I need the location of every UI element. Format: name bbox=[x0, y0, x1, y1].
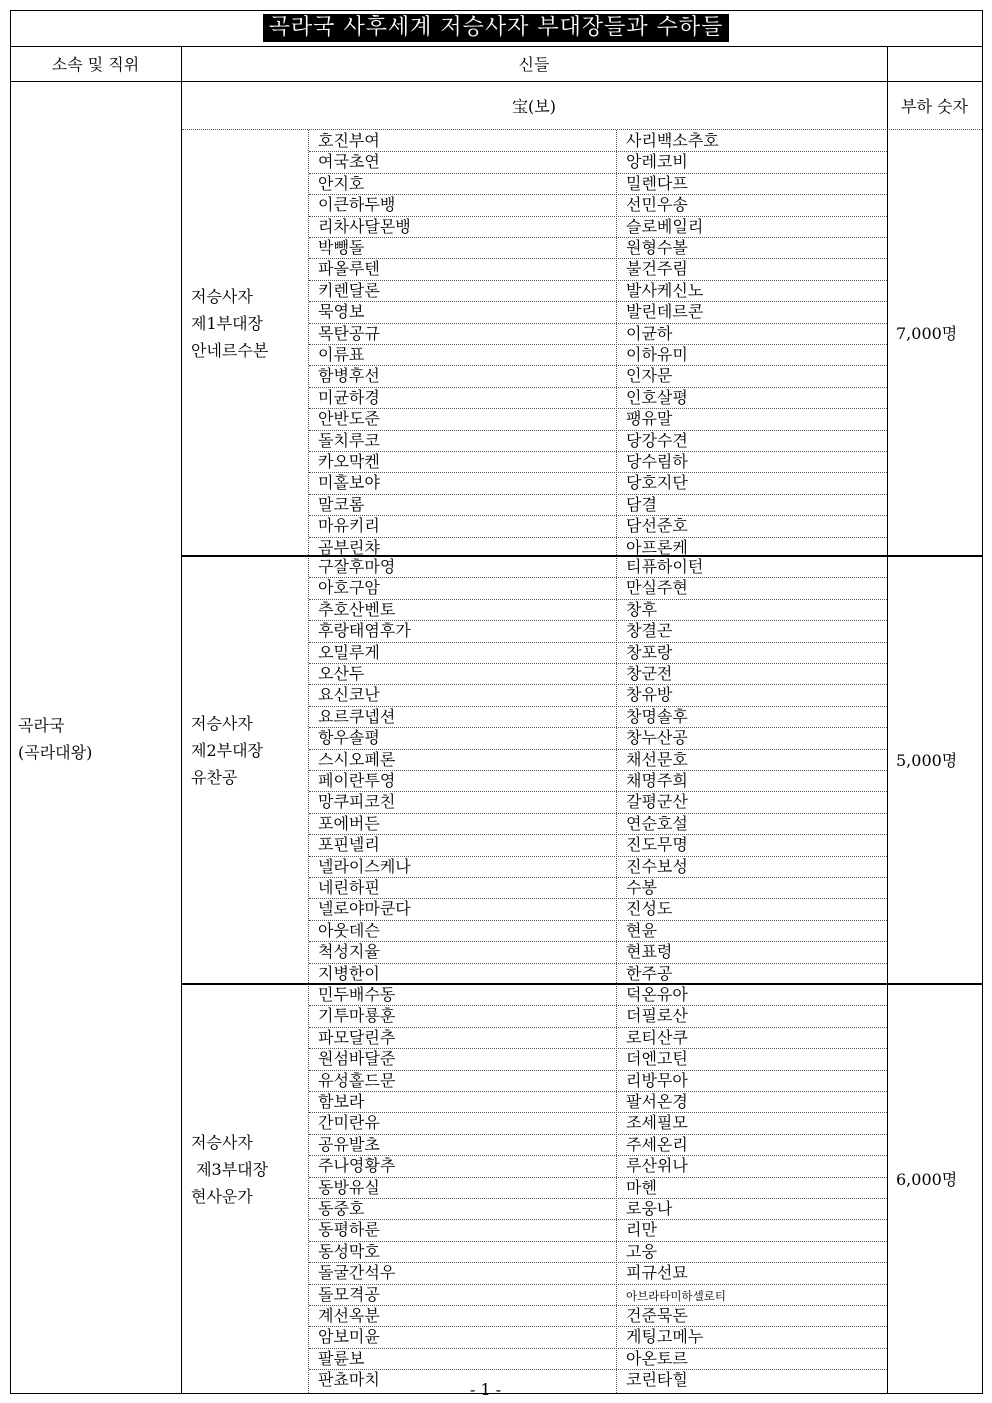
treasure-name: 피규선묘 bbox=[626, 1263, 688, 1282]
group-label-line: 저승사자 bbox=[191, 714, 253, 733]
god-name: 동평하룬 bbox=[318, 1220, 380, 1239]
god-name: 함병후선 bbox=[318, 366, 380, 385]
row-divider bbox=[309, 941, 887, 942]
kingdom-king: (곡라대왕) bbox=[18, 743, 93, 762]
header-treasure: 宝(보) bbox=[512, 96, 556, 116]
god-name: 키렌달론 bbox=[318, 281, 380, 300]
treasure-name: 창군전 bbox=[626, 664, 673, 683]
group-label-line: 유찬공 bbox=[191, 768, 238, 787]
treasure-name: 덕온유아 bbox=[626, 985, 688, 1004]
god-name: 주나영황추 bbox=[318, 1156, 396, 1175]
row-divider bbox=[309, 1219, 887, 1220]
god-name: 호진부여 bbox=[318, 131, 380, 150]
god-name: 망쿠피코친 bbox=[318, 792, 396, 811]
god-name: 아호구암 bbox=[318, 578, 380, 597]
row-divider bbox=[309, 877, 887, 878]
row-divider bbox=[309, 472, 887, 473]
row-divider bbox=[309, 1134, 887, 1135]
group-label-line: 현사운가 bbox=[191, 1187, 253, 1206]
god-name: 안지호 bbox=[318, 174, 365, 193]
god-name: 박뺑돌 bbox=[318, 238, 365, 257]
god-name: 항우솔평 bbox=[318, 728, 380, 747]
treasure-name: 당강수견 bbox=[626, 431, 688, 450]
row-divider bbox=[309, 663, 887, 664]
god-name: 구잘후마영 bbox=[318, 557, 396, 576]
row-divider bbox=[309, 301, 887, 302]
god-name: 넬라이스케나 bbox=[318, 857, 411, 876]
treasure-name: 밀렌다프 bbox=[626, 174, 688, 193]
row-divider bbox=[309, 1284, 887, 1285]
group-label-line: 저승사자 bbox=[191, 287, 253, 306]
treasure-name: 인자문 bbox=[626, 366, 673, 385]
row-divider bbox=[309, 365, 887, 366]
row-divider bbox=[309, 1326, 887, 1327]
god-name: 척성지율 bbox=[318, 942, 380, 961]
treasure-name: 티퓨하이턴 bbox=[626, 557, 704, 576]
row-divider bbox=[309, 1155, 887, 1156]
page-number: - 1 - bbox=[470, 1380, 502, 1399]
god-name: 이큰하두뱅 bbox=[318, 195, 396, 214]
row-divider bbox=[309, 537, 887, 538]
treasure-name: 팔서온경 bbox=[626, 1092, 688, 1111]
treasure-name: 만실주현 bbox=[626, 578, 688, 597]
treasure-name: 리만 bbox=[626, 1220, 657, 1239]
treasure-name: 루산위나 bbox=[626, 1156, 688, 1175]
treasure-name: 불건주림 bbox=[626, 259, 688, 278]
group-label-line: 제2부대장 bbox=[191, 741, 264, 760]
subordinate-count: 6,000명 bbox=[896, 1170, 958, 1189]
god-name: 기투마룡훈 bbox=[318, 1006, 396, 1025]
row-divider bbox=[309, 1241, 887, 1242]
treasure-name: 아온토르 bbox=[626, 1349, 688, 1368]
god-name: 동중호 bbox=[318, 1199, 365, 1218]
god-name: 페이란투영 bbox=[318, 771, 396, 790]
row-divider bbox=[309, 642, 887, 643]
treasure-name: 로티산쿠 bbox=[626, 1028, 688, 1047]
god-name: 유성홀드문 bbox=[318, 1071, 396, 1090]
god-name: 묵영보 bbox=[318, 302, 365, 321]
treasure-name: 이균하 bbox=[626, 324, 673, 343]
treasure-name: 사리백소추호 bbox=[626, 131, 719, 150]
title-banner bbox=[10, 10, 982, 46]
treasure-name: 한주공 bbox=[626, 964, 673, 983]
god-name: 돌모격공 bbox=[318, 1285, 380, 1304]
row-divider bbox=[309, 1112, 887, 1113]
row-divider bbox=[309, 280, 887, 281]
group-label bbox=[191, 283, 268, 364]
row-divider bbox=[309, 963, 887, 964]
row-divider bbox=[309, 706, 887, 707]
row-divider bbox=[309, 1048, 887, 1049]
group-label-line: 제3부대장 bbox=[191, 1160, 269, 1179]
group-label-line: 저승사자 bbox=[191, 1133, 253, 1152]
god-name: 포에버든 bbox=[318, 814, 380, 833]
row-divider bbox=[309, 1305, 887, 1306]
row-divider bbox=[309, 1262, 887, 1263]
treasure-name: 마헨 bbox=[626, 1178, 657, 1197]
god-name: 판쵸마치 bbox=[318, 1370, 380, 1389]
god-name: 네린하핀 bbox=[318, 878, 380, 897]
god-name: 리차사달몬뱅 bbox=[318, 217, 411, 236]
treasure-name: 고웅 bbox=[626, 1242, 657, 1261]
row-divider bbox=[309, 770, 887, 771]
treasure-name: 리방무아 bbox=[626, 1071, 688, 1090]
treasure-name: 슬로베일리 bbox=[626, 217, 704, 236]
treasure-name: 담결 bbox=[626, 495, 657, 514]
subheader-divider bbox=[182, 129, 982, 130]
god-name: 돌굴간석우 bbox=[318, 1263, 396, 1282]
row-divider bbox=[309, 1091, 887, 1092]
frame-right bbox=[982, 10, 983, 1394]
row-divider bbox=[309, 791, 887, 792]
god-name: 목탄공규 bbox=[318, 324, 380, 343]
subordinate-count: 5,000명 bbox=[896, 751, 958, 770]
god-name: 돌치루코 bbox=[318, 431, 380, 450]
god-name: 여국초연 bbox=[318, 152, 380, 171]
treasure-name: 건준묵돈 bbox=[626, 1306, 688, 1325]
header-gods: 신들 bbox=[518, 55, 550, 74]
treasure-name: 진도무명 bbox=[626, 835, 688, 854]
god-name: 지병한이 bbox=[318, 964, 380, 983]
treasure-name: 더엔고틴 bbox=[626, 1049, 688, 1068]
row-divider bbox=[309, 1198, 887, 1199]
treasure-name: 발사케신노 bbox=[626, 281, 704, 300]
treasure-name: 창명솔후 bbox=[626, 707, 688, 726]
god-name: 아웃데슨 bbox=[318, 921, 380, 940]
god-name: 추호산벤토 bbox=[318, 600, 396, 619]
row-divider bbox=[309, 1369, 887, 1370]
row-divider bbox=[309, 727, 887, 728]
treasure-name: 갈평군산 bbox=[626, 792, 688, 811]
treasure-name: 주세온리 bbox=[626, 1135, 688, 1154]
treasure-name: 현표령 bbox=[626, 942, 673, 961]
god-name: 파올루텐 bbox=[318, 259, 380, 278]
god-name: 요신코난 bbox=[318, 685, 380, 704]
treasure-name: 당호지단 bbox=[626, 473, 688, 492]
row-divider bbox=[309, 1027, 887, 1028]
row-divider bbox=[309, 451, 887, 452]
treasure-name: 창후 bbox=[626, 600, 657, 619]
row-divider bbox=[309, 599, 887, 600]
treasure-name: 창결곤 bbox=[626, 621, 673, 640]
names-middle-divider bbox=[616, 130, 617, 1393]
row-divider bbox=[309, 515, 887, 516]
group-label bbox=[191, 710, 263, 791]
row-divider bbox=[309, 237, 887, 238]
god-name: 오산두 bbox=[318, 664, 365, 683]
row-divider bbox=[309, 408, 887, 409]
row-divider bbox=[309, 258, 887, 259]
treasure-name: 선민우송 bbox=[626, 195, 688, 214]
god-name: 공유발초 bbox=[318, 1135, 380, 1154]
row-divider bbox=[309, 323, 887, 324]
god-name: 말코롬 bbox=[318, 495, 365, 514]
treasure-name: 게팅고메누 bbox=[626, 1327, 704, 1346]
god-name: 안반도준 bbox=[318, 409, 380, 428]
group-separator bbox=[182, 983, 982, 985]
treasure-name: 인호살평 bbox=[626, 388, 688, 407]
god-name: 파모달린추 bbox=[318, 1028, 396, 1047]
god-name: 동성막호 bbox=[318, 1242, 380, 1261]
row-divider bbox=[309, 1348, 887, 1349]
treasure-name: 원형수볼 bbox=[626, 238, 688, 257]
treasure-name: 로웅나 bbox=[626, 1199, 673, 1218]
affiliation-column-divider bbox=[181, 46, 182, 1394]
row-divider bbox=[309, 494, 887, 495]
treasure-name: 채명주희 bbox=[626, 771, 688, 790]
label-names-divider bbox=[308, 130, 309, 1393]
row-divider bbox=[309, 344, 887, 345]
god-name: 함보라 bbox=[318, 1092, 365, 1111]
treasure-name: 발린데르콘 bbox=[626, 302, 704, 321]
god-name: 미균하경 bbox=[318, 388, 380, 407]
row-divider bbox=[309, 151, 887, 152]
god-name: 후랑태염후가 bbox=[318, 621, 411, 640]
treasure-name: 창누산공 bbox=[626, 728, 688, 747]
god-name: 동방유실 bbox=[318, 1178, 380, 1197]
god-name: 원섬바달준 bbox=[318, 1049, 396, 1068]
treasure-name: 창유방 bbox=[626, 685, 673, 704]
kingdom-name: 곡라국 bbox=[18, 716, 65, 735]
god-name: 넬로야마쿤다 bbox=[318, 899, 411, 918]
treasure-name: 팽유말 bbox=[626, 409, 673, 428]
god-name: 팔륜보 bbox=[318, 1349, 365, 1368]
god-name: 미홀보야 bbox=[318, 473, 380, 492]
frame-top bbox=[10, 10, 982, 11]
god-name: 오밀루게 bbox=[318, 643, 380, 662]
group-label-line: 제1부대장 bbox=[191, 314, 264, 333]
header-count: 부하 숫자 bbox=[901, 96, 968, 116]
god-name: 곰부린챠 bbox=[318, 538, 380, 557]
group-label bbox=[191, 1129, 268, 1210]
treasure-name: 채선문호 bbox=[626, 750, 688, 769]
god-name: 카오막켄 bbox=[318, 452, 380, 471]
treasure-name: 아브라타미하셀로티 bbox=[626, 1289, 726, 1303]
god-name: 계선옥분 bbox=[318, 1306, 380, 1325]
header-affiliation: 소속 및 직위 bbox=[51, 55, 140, 74]
row-divider bbox=[309, 684, 887, 685]
god-name: 포핀넬리 bbox=[318, 835, 380, 854]
treasure-name: 더필로산 bbox=[626, 1006, 688, 1025]
group-separator bbox=[182, 555, 982, 557]
treasure-name: 담선준호 bbox=[626, 516, 688, 535]
row-divider bbox=[309, 430, 887, 431]
row-divider bbox=[309, 173, 887, 174]
god-name: 간미란유 bbox=[318, 1113, 380, 1132]
god-name: 민두배수동 bbox=[318, 985, 396, 1004]
row-divider bbox=[309, 1177, 887, 1178]
row-divider bbox=[309, 834, 887, 835]
subordinate-count: 7,000명 bbox=[896, 324, 958, 343]
treasure-name: 당수림하 bbox=[626, 452, 688, 471]
treasure-name: 진수보성 bbox=[626, 857, 688, 876]
document-title: 곡라국 사후세계 저승사자 부대장들과 수하들 bbox=[263, 14, 730, 42]
treasure-name: 창포랑 bbox=[626, 643, 673, 662]
treasure-name: 아프론케 bbox=[626, 538, 688, 557]
god-name: 이류표 bbox=[318, 345, 365, 364]
row-divider bbox=[309, 194, 887, 195]
row-divider bbox=[309, 577, 887, 578]
frame-left bbox=[10, 10, 11, 1394]
group-label-line: 안네르수본 bbox=[191, 341, 269, 360]
count-column-divider bbox=[887, 46, 888, 1394]
kingdom-label bbox=[18, 712, 92, 766]
god-name: 암보미윤 bbox=[318, 1327, 380, 1346]
god-name: 마유키리 bbox=[318, 516, 380, 535]
treasure-name: 진성도 bbox=[626, 899, 673, 918]
row-divider bbox=[309, 749, 887, 750]
treasure-name: 조세필모 bbox=[626, 1113, 688, 1132]
row-divider bbox=[309, 1070, 887, 1071]
god-name: 요르쿠넵션 bbox=[318, 707, 396, 726]
treasure-name: 코린타힐 bbox=[626, 1370, 688, 1389]
treasure-name: 연순호설 bbox=[626, 814, 688, 833]
row-divider bbox=[309, 920, 887, 921]
treasure-name: 수봉 bbox=[626, 878, 657, 897]
treasure-name: 이하유미 bbox=[626, 345, 688, 364]
treasure-name: 앙레코비 bbox=[626, 152, 688, 171]
row-divider bbox=[309, 813, 887, 814]
row-divider bbox=[309, 387, 887, 388]
god-name: 스시오페론 bbox=[318, 750, 396, 769]
treasure-name: 현윤 bbox=[626, 921, 657, 940]
row-divider bbox=[309, 1005, 887, 1006]
